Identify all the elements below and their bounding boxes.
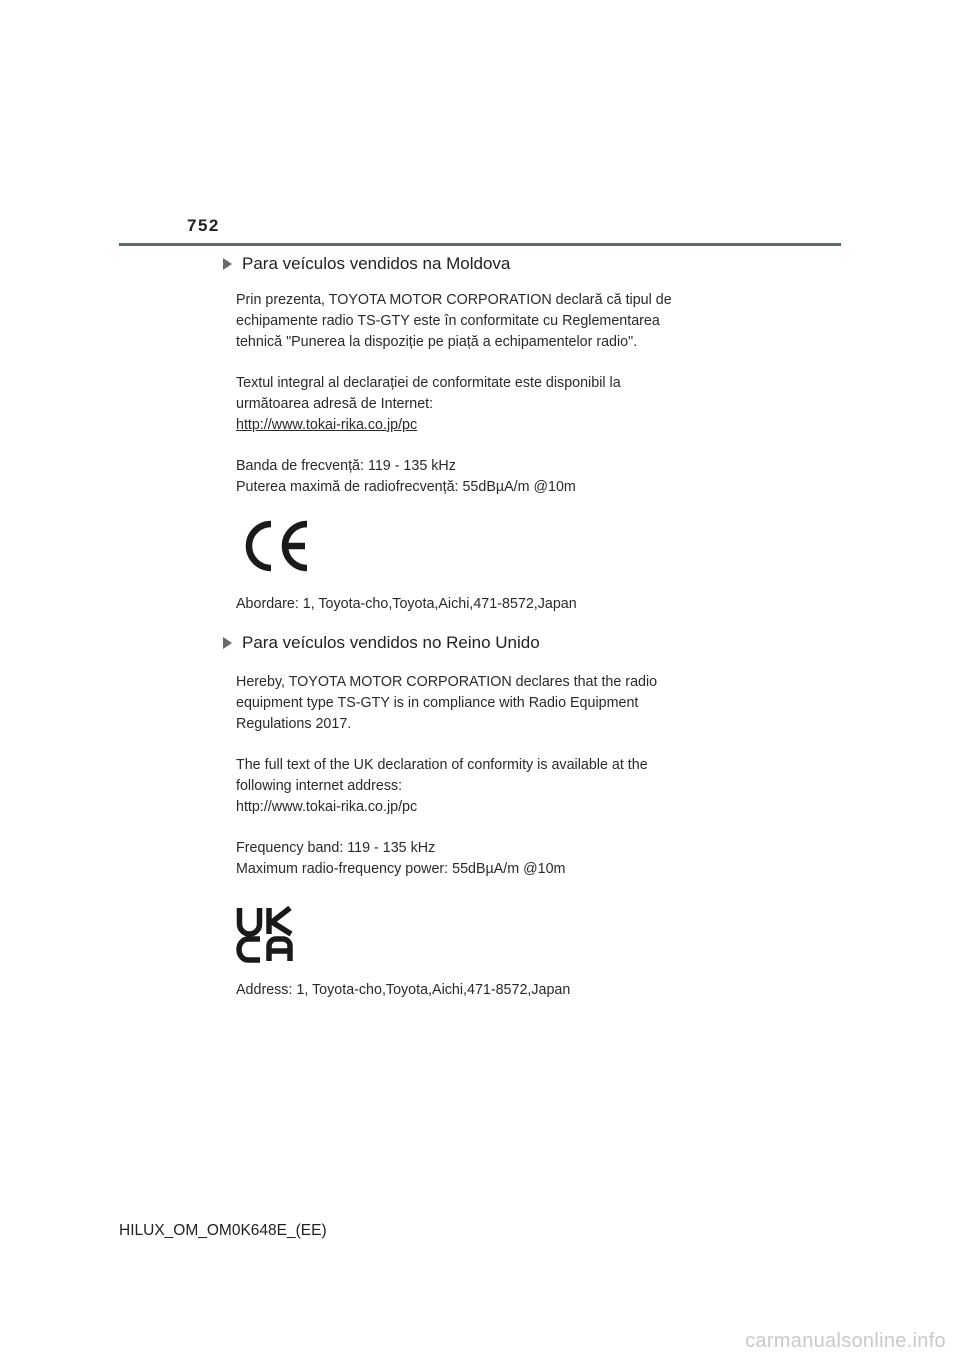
text-line: Textul integral al declarației de conformitate este disponibil la [236, 375, 621, 391]
uk-declaration [236, 672, 736, 734]
header-rule [119, 243, 841, 246]
text-line: Prin prezenta, TOYOTA MOTOR CORPORATION declară că tipul de [236, 292, 672, 308]
uk-address: Address: 1, Toyota-cho,Toyota,Aichi,471-8572,Japan [236, 982, 571, 998]
uk-specs [236, 838, 736, 880]
text-line: Hereby, TOYOTA MOTOR CORPORATION declares that the radio [236, 674, 658, 690]
footer-doc-code: HILUX_OM_OM0K648E_(EE) [119, 1222, 327, 1239]
moldova-address: Abordare: 1, Toyota-cho,Toyota,Aichi,471-8572,Japan [236, 596, 577, 612]
watermark: carmanualsonline.info [745, 1330, 946, 1352]
moldova-fulltext [236, 373, 736, 435]
text-line: Regulations 2017. [236, 715, 352, 732]
triangle-bullet-icon [223, 258, 232, 270]
page-number: 752 [187, 216, 220, 235]
text-line: tehnică "Punerea la dispoziție pe piață a echipamentelor radio". [236, 333, 638, 350]
uk-link[interactable]: http://www.tokai-rika.co.jp/pc [236, 798, 418, 815]
moldova-declaration [236, 290, 736, 352]
section-heading-uk [223, 633, 540, 653]
section-heading-label: Para veículos vendidos no Reino Unido [242, 633, 540, 652]
uk-fulltext [236, 755, 736, 817]
text-line: următoarea adresă de Internet: [236, 395, 434, 412]
max-power: Maximum radio-frequency power: 55dBµA/m @10m [236, 860, 566, 877]
max-power: Puterea maximă de radiofrecvență: 55dBµA/m @10m [236, 478, 576, 495]
ce-mark-icon [244, 520, 312, 577]
section-heading-moldova [223, 254, 510, 274]
frequency-band: Frequency band: 119 - 135 kHz [236, 840, 436, 856]
moldova-link[interactable]: http://www.tokai-rika.co.jp/pc [236, 416, 418, 433]
frequency-band: Banda de frecvență: 119 - 135 kHz [236, 458, 456, 474]
text-line: equipment type TS-GTY is in compliance with Radio Equipment [236, 694, 639, 711]
triangle-bullet-icon [223, 637, 232, 649]
text-line: following internet address: [236, 777, 403, 794]
moldova-specs [236, 456, 736, 498]
section-heading-label: Para veículos vendidos na Moldova [242, 254, 511, 273]
text-line: echipamente radio TS-GTY este în conformitate cu Reglementarea [236, 312, 660, 329]
ukca-mark-icon [236, 906, 294, 969]
text-line: The full text of the UK declaration of conformity is available at the [236, 757, 648, 773]
